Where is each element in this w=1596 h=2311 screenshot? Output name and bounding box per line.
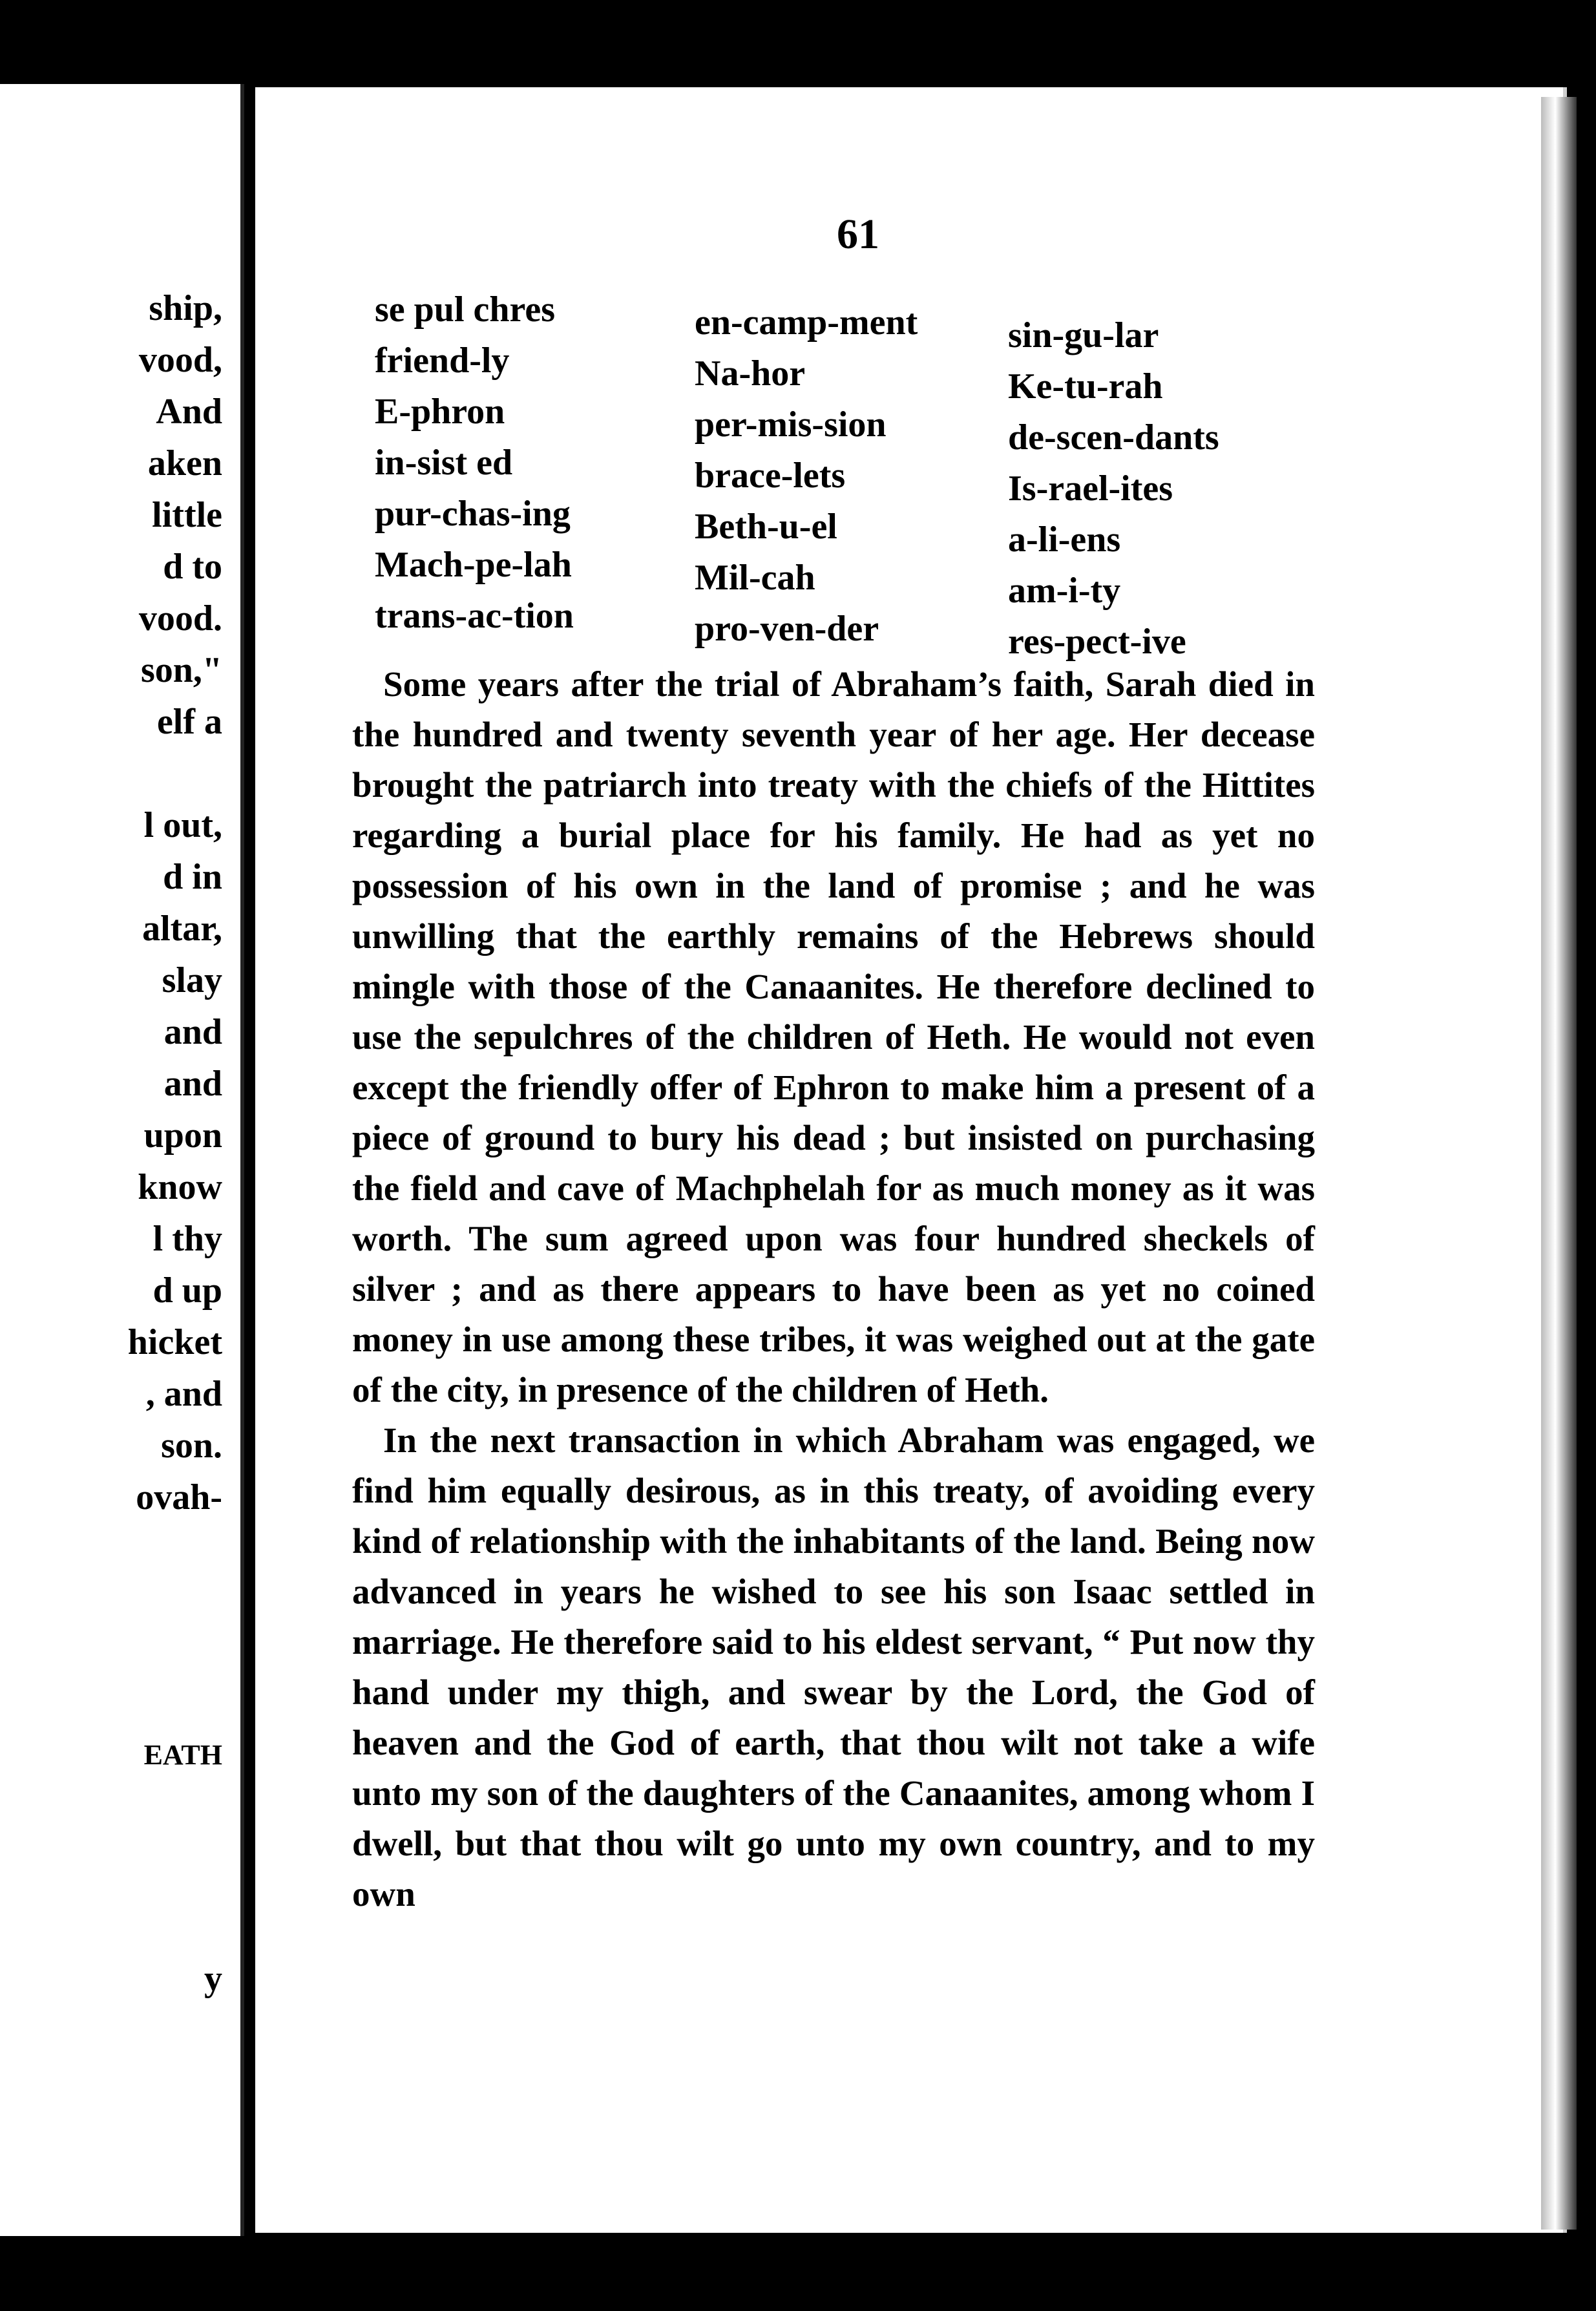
left-fragment: y: [204, 1959, 222, 1999]
spelling-word: Is-rael-ites: [1008, 469, 1173, 509]
body-text: [352, 659, 1315, 1919]
spelling-word: per-mis-sion: [695, 405, 887, 445]
left-fragment: ovah-: [136, 1477, 222, 1517]
spelling-word: trans-ac-tion: [375, 596, 574, 636]
left-fragment: EATH: [143, 1739, 222, 1771]
left-fragment: and: [163, 1064, 222, 1104]
left-fragment: l thy: [152, 1219, 222, 1259]
spelling-word: Beth-u-el: [695, 507, 837, 547]
spelling-word: am-i-ty: [1008, 571, 1121, 611]
left-fragment: upon: [143, 1115, 222, 1156]
left-fragment: , and: [145, 1374, 222, 1414]
left-fragment: know: [138, 1167, 222, 1207]
spelling-word: pro-ven-der: [695, 609, 879, 649]
facing-page-fragment: [0, 84, 244, 2236]
spelling-word: Mach-pe-lah: [375, 545, 572, 585]
left-fragment: little: [152, 495, 222, 535]
spelling-word: sin-gu-lar: [1008, 315, 1159, 355]
spelling-word-column: [1008, 310, 1219, 668]
paragraph: Some years after the trial of Abraham’s faith, Sarah died in the hundred and twenty seventh year of her age. Her decease brought the patriarch into treaty with the chiefs of the Hittites regarding a burial place for his family. He had as yet no possession of his own in the land of promise ; and he was unwilling that the earthly remains of the Hebrews should mingle with those of the Canaanites. He therefore declined to use the sepulchres of the children of Heth. He would not even except the friendly offer of Ephron to make him a present of a piece of ground to bury his dead ; but insisted on purchasing the field and cave of Machphelah for as much money as it was worth. The sum agreed upon was four hundred sheckels of silver ; and as there appears to have been as yet no coined money in use among these tribes, it was weighed out at the gate of the city, in presence of the children of Heth.: [352, 664, 1315, 1409]
left-fragment: d in: [163, 857, 222, 897]
page-edge: [1541, 97, 1577, 2230]
left-fragment: aken: [147, 443, 222, 483]
spelling-word: de-scen-dants: [1008, 417, 1219, 458]
spelling-word: a-li-ens: [1008, 520, 1121, 560]
spelling-word: brace-lets: [695, 456, 846, 496]
spelling-word-column: [375, 284, 574, 642]
left-fragment: l out,: [143, 805, 222, 845]
left-fragment: slay: [162, 960, 222, 1000]
left-fragment: d up: [152, 1271, 222, 1311]
spelling-word: E-phron: [375, 392, 505, 432]
left-fragment: d to: [163, 547, 222, 587]
left-fragment: ship,: [149, 288, 222, 328]
paragraph: In the next transaction in which Abraham was engaged, we find him equally desirous, as in this treaty, of avoiding every kind of relationship with the inhabitants of the land. Being now advanced in years he wished to see his son Isaac settled in marriage. He therefore said to his eldest servant, “ Put now thy hand under my thigh, and swear by the Lord, the God of heaven and the God of earth, that thou wilt not take a wife unto my son of the daughters of the Canaanites, among whom I dwell, but that thou wilt go unto my own country, and to my own: [352, 1420, 1315, 1914]
left-fragment: and: [163, 1012, 222, 1052]
left-fragment: son,": [140, 650, 222, 690]
left-fragment: hicket: [127, 1322, 222, 1362]
spelling-word: res-pect-ive: [1008, 622, 1186, 662]
spelling-word: friend-ly: [375, 341, 510, 381]
left-fragment: elf a: [156, 702, 222, 742]
left-fragment: vood.: [138, 598, 222, 638]
page-number: 61: [837, 211, 879, 258]
left-fragment: altar,: [142, 909, 222, 949]
spelling-word: Ke-tu-rah: [1008, 366, 1163, 406]
spelling-word: in-sist ed: [375, 443, 513, 483]
spelling-word: Na-hor: [695, 354, 806, 394]
left-fragment: vood,: [138, 340, 222, 380]
spelling-word: Mil-cah: [695, 558, 815, 598]
spelling-word: se pul chres: [375, 290, 555, 330]
spelling-word: pur-chas-ing: [375, 494, 571, 534]
left-fragment: son.: [161, 1426, 222, 1466]
left-fragment: And: [156, 392, 222, 432]
spelling-word-column: [695, 297, 918, 655]
spelling-word: en-camp-ment: [695, 302, 918, 343]
